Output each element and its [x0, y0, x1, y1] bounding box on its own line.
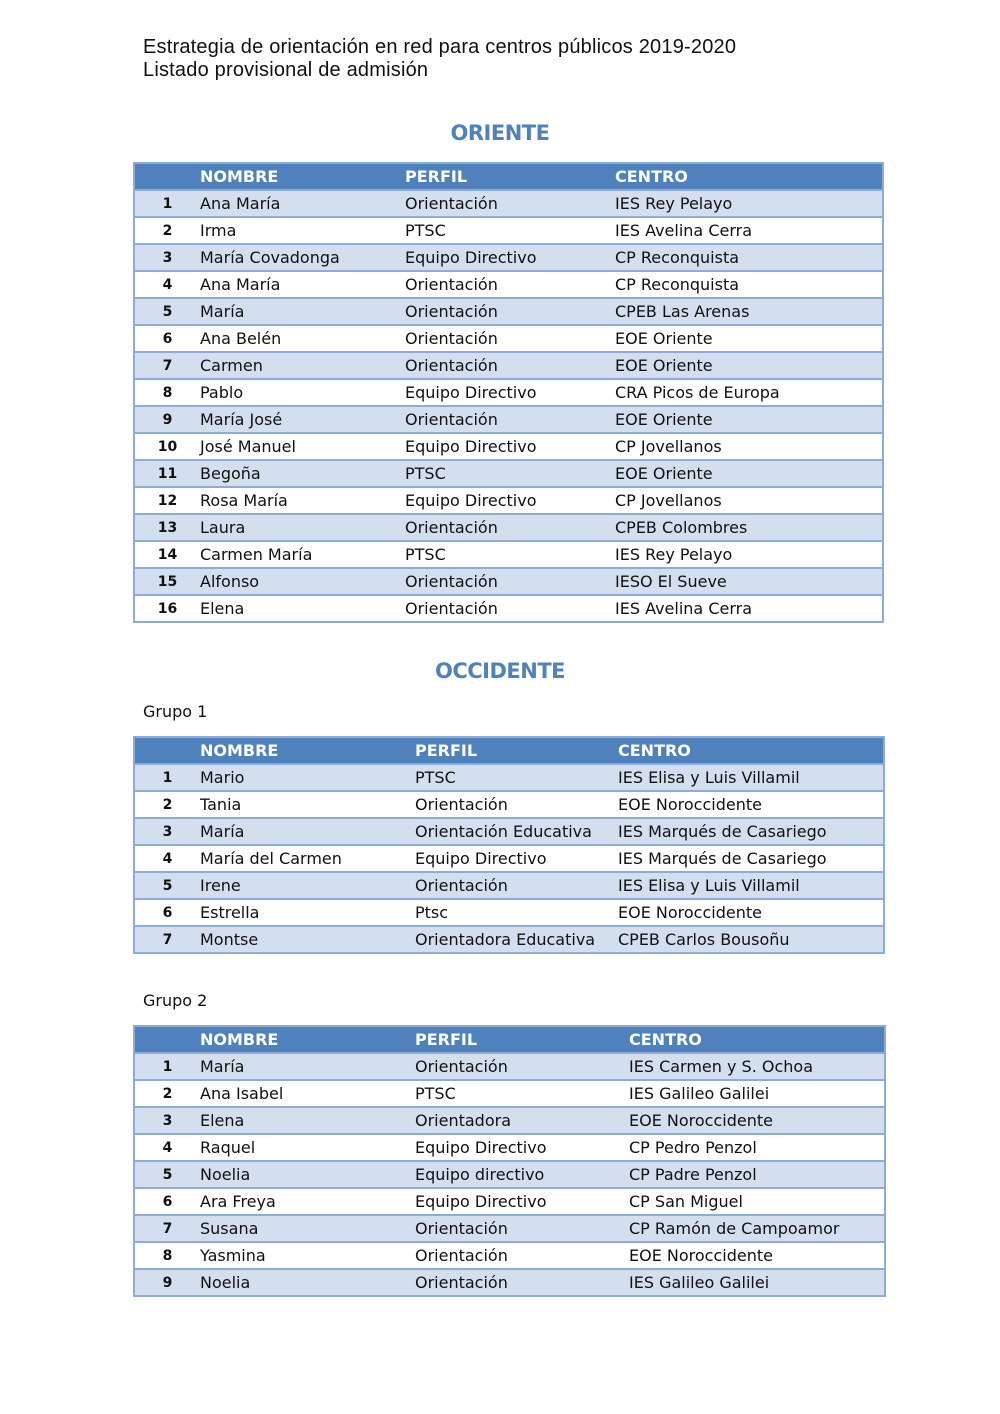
table-row [134, 1242, 885, 1269]
perfil-cell: Orientación [405, 298, 615, 325]
nombre-cell: Noelia [200, 1161, 415, 1188]
table-header-row [134, 1026, 885, 1053]
table-row [134, 1215, 885, 1242]
perfil-cell: PTSC [415, 1080, 629, 1107]
perfil-cell: Equipo Directivo [415, 1134, 629, 1161]
centro-cell: CP Jovellanos [615, 487, 883, 514]
nombre-cell: Yasmina [200, 1242, 415, 1269]
row-number: 14 [134, 541, 200, 568]
oriente-table [133, 162, 884, 623]
table-row [134, 244, 883, 271]
row-number: 11 [134, 460, 200, 487]
nombre-cell: María José [200, 406, 405, 433]
table-row [134, 433, 883, 460]
table-row [134, 872, 884, 899]
document-subtitle: Listado provisional de admisión [143, 59, 429, 81]
table-row [134, 217, 883, 244]
occidente-grupo2-table [133, 1025, 886, 1297]
table-row [134, 1269, 885, 1296]
centro-cell: EOE Noroccidente [629, 1242, 885, 1269]
centro-cell: IES Carmen y S. Ochoa [629, 1053, 885, 1080]
nombre-cell: Montse [200, 926, 415, 953]
perfil-cell: Orientación [415, 791, 618, 818]
centro-cell: IES Galileo Galilei [629, 1269, 885, 1296]
centro-cell: IES Galileo Galilei [629, 1080, 885, 1107]
nombre-cell: Elena [200, 595, 405, 622]
row-number: 2 [134, 791, 200, 818]
centro-cell: CP San Miguel [629, 1188, 885, 1215]
centro-cell: EOE Oriente [615, 325, 883, 352]
row-number: 3 [134, 244, 200, 271]
perfil-cell: Orientación [415, 1269, 629, 1296]
perfil-cell: Orientación [415, 872, 618, 899]
nombre-cell: Raquel [200, 1134, 415, 1161]
row-number: 10 [134, 433, 200, 460]
nombre-cell: María [200, 298, 405, 325]
table-row [134, 514, 883, 541]
table-row [134, 1080, 885, 1107]
perfil-cell: Equipo Directivo [405, 379, 615, 406]
row-number: 6 [134, 899, 200, 926]
table-row [134, 845, 884, 872]
column-header-nombre: NOMBRE [200, 163, 405, 190]
group-2-label: Grupo 2 [143, 991, 208, 1010]
column-header-centro: CENTRO [615, 163, 883, 190]
row-number: 7 [134, 926, 200, 953]
document-title: Estrategia de orientación en red para centros públicos 2019-2020 [143, 36, 737, 58]
nombre-cell: Irma [200, 217, 405, 244]
table-row [134, 1188, 885, 1215]
table-header-row [134, 163, 883, 190]
row-number: 2 [134, 217, 200, 244]
table-row [134, 926, 884, 953]
centro-cell: IESO El Sueve [615, 568, 883, 595]
nombre-cell: Ana Isabel [200, 1080, 415, 1107]
row-number: 6 [134, 1188, 200, 1215]
nombre-cell: Estrella [200, 899, 415, 926]
occidente-grupo1-table [133, 736, 885, 954]
column-header-perfil: PERFIL [415, 1026, 629, 1053]
table-row [134, 379, 883, 406]
centro-cell: CRA Picos de Europa [615, 379, 883, 406]
nombre-cell: Rosa María [200, 487, 405, 514]
section-title-occidente: OCCIDENTE [434, 659, 565, 683]
centro-cell: CPEB Colombres [615, 514, 883, 541]
nombre-cell: Ana María [200, 271, 405, 298]
row-number: 1 [134, 1053, 200, 1080]
centro-cell: IES Elisa y Luis Villamil [618, 764, 884, 791]
centro-cell: EOE Oriente [615, 460, 883, 487]
row-number: 5 [134, 872, 200, 899]
perfil-cell: Equipo Directivo [415, 1188, 629, 1215]
column-header-nombre: NOMBRE [200, 1026, 415, 1053]
nombre-cell: Irene [200, 872, 415, 899]
column-header-number [134, 737, 200, 764]
centro-cell: EOE Noroccidente [618, 791, 884, 818]
nombre-cell: Carmen María [200, 541, 405, 568]
perfil-cell: Orientación [405, 595, 615, 622]
table-row [134, 190, 883, 217]
nombre-cell: Laura [200, 514, 405, 541]
row-number: 13 [134, 514, 200, 541]
nombre-cell: Begoña [200, 460, 405, 487]
centro-cell: IES Rey Pelayo [615, 190, 883, 217]
perfil-cell: Orientadora [415, 1107, 629, 1134]
centro-cell: CPEB Las Arenas [615, 298, 883, 325]
nombre-cell: María [200, 1053, 415, 1080]
section-title-oriente: ORIENTE [450, 121, 550, 145]
centro-cell: CPEB Carlos Bousoñu [618, 926, 884, 953]
table-row [134, 352, 883, 379]
row-number: 8 [134, 379, 200, 406]
centro-cell: EOE Noroccidente [629, 1107, 885, 1134]
perfil-cell: Equipo Directivo [405, 433, 615, 460]
perfil-cell: Equipo Directivo [405, 244, 615, 271]
table-row [134, 298, 883, 325]
table-row [134, 271, 883, 298]
perfil-cell: Equipo Directivo [405, 487, 615, 514]
nombre-cell: Susana [200, 1215, 415, 1242]
column-header-centro: CENTRO [618, 737, 884, 764]
centro-cell: CP Padre Penzol [629, 1161, 885, 1188]
nombre-cell: María del Carmen [200, 845, 415, 872]
nombre-cell: Elena [200, 1107, 415, 1134]
table-row [134, 1107, 885, 1134]
perfil-cell: Orientación [415, 1053, 629, 1080]
perfil-cell: Ptsc [415, 899, 618, 926]
table-row [134, 899, 884, 926]
centro-cell: CP Jovellanos [615, 433, 883, 460]
perfil-cell: Equipo Directivo [415, 845, 618, 872]
perfil-cell: PTSC [405, 541, 615, 568]
perfil-cell: Orientación [405, 271, 615, 298]
nombre-cell: Mario [200, 764, 415, 791]
centro-cell: EOE Noroccidente [618, 899, 884, 926]
row-number: 2 [134, 1080, 200, 1107]
nombre-cell: Pablo [200, 379, 405, 406]
row-number: 9 [134, 406, 200, 433]
nombre-cell: Noelia [200, 1269, 415, 1296]
row-number: 5 [134, 1161, 200, 1188]
centro-cell: IES Avelina Cerra [615, 595, 883, 622]
nombre-cell: Ana Belén [200, 325, 405, 352]
nombre-cell: Tania [200, 791, 415, 818]
perfil-cell: Orientación [405, 325, 615, 352]
nombre-cell: José Manuel [200, 433, 405, 460]
nombre-cell: Ana María [200, 190, 405, 217]
centro-cell: IES Marqués de Casariego [618, 845, 884, 872]
row-number: 5 [134, 298, 200, 325]
nombre-cell: Ara Freya [200, 1188, 415, 1215]
column-header-perfil: PERFIL [405, 163, 615, 190]
table-row [134, 1134, 885, 1161]
row-number: 16 [134, 595, 200, 622]
centro-cell: IES Rey Pelayo [615, 541, 883, 568]
perfil-cell: Orientación [415, 1242, 629, 1269]
nombre-cell: María Covadonga [200, 244, 405, 271]
column-header-number [134, 1026, 200, 1053]
table-row [134, 406, 883, 433]
perfil-cell: Orientación [405, 190, 615, 217]
perfil-cell: PTSC [405, 460, 615, 487]
perfil-cell: Orientación Educativa [415, 818, 618, 845]
nombre-cell: María [200, 818, 415, 845]
column-header-number [134, 163, 200, 190]
table-header-row [134, 737, 884, 764]
row-number: 7 [134, 1215, 200, 1242]
row-number: 6 [134, 325, 200, 352]
centro-cell: EOE Oriente [615, 352, 883, 379]
perfil-cell: Orientación [405, 352, 615, 379]
table-row [134, 791, 884, 818]
perfil-cell: Orientación [405, 514, 615, 541]
perfil-cell: PTSC [415, 764, 618, 791]
row-number: 9 [134, 1269, 200, 1296]
perfil-cell: Orientadora Educativa [415, 926, 618, 953]
column-header-centro: CENTRO [629, 1026, 885, 1053]
nombre-cell: Alfonso [200, 568, 405, 595]
row-number: 12 [134, 487, 200, 514]
table-row [134, 1053, 885, 1080]
perfil-cell: Equipo directivo [415, 1161, 629, 1188]
table-row [134, 487, 883, 514]
row-number: 7 [134, 352, 200, 379]
perfil-cell: Orientación [405, 406, 615, 433]
table-row [134, 818, 884, 845]
centro-cell: IES Avelina Cerra [615, 217, 883, 244]
centro-cell: IES Marqués de Casariego [618, 818, 884, 845]
nombre-cell: Carmen [200, 352, 405, 379]
row-number: 4 [134, 1134, 200, 1161]
table-row [134, 595, 883, 622]
table-row [134, 325, 883, 352]
row-number: 1 [134, 764, 200, 791]
column-header-perfil: PERFIL [415, 737, 618, 764]
row-number: 15 [134, 568, 200, 595]
perfil-cell: PTSC [405, 217, 615, 244]
centro-cell: IES Elisa y Luis Villamil [618, 872, 884, 899]
table-row [134, 568, 883, 595]
row-number: 4 [134, 845, 200, 872]
perfil-cell: Orientación [415, 1215, 629, 1242]
table-row [134, 764, 884, 791]
row-number: 3 [134, 818, 200, 845]
row-number: 1 [134, 190, 200, 217]
row-number: 3 [134, 1107, 200, 1134]
document-header [143, 36, 736, 82]
row-number: 8 [134, 1242, 200, 1269]
centro-cell: CP Ramón de Campoamor [629, 1215, 885, 1242]
centro-cell: EOE Oriente [615, 406, 883, 433]
column-header-nombre: NOMBRE [200, 737, 415, 764]
table-row [134, 1161, 885, 1188]
group-1-label: Grupo 1 [143, 702, 208, 721]
centro-cell: CP Pedro Penzol [629, 1134, 885, 1161]
centro-cell: CP Reconquista [615, 244, 883, 271]
table-row [134, 460, 883, 487]
perfil-cell: Orientación [405, 568, 615, 595]
table-row [134, 541, 883, 568]
row-number: 4 [134, 271, 200, 298]
centro-cell: CP Reconquista [615, 271, 883, 298]
